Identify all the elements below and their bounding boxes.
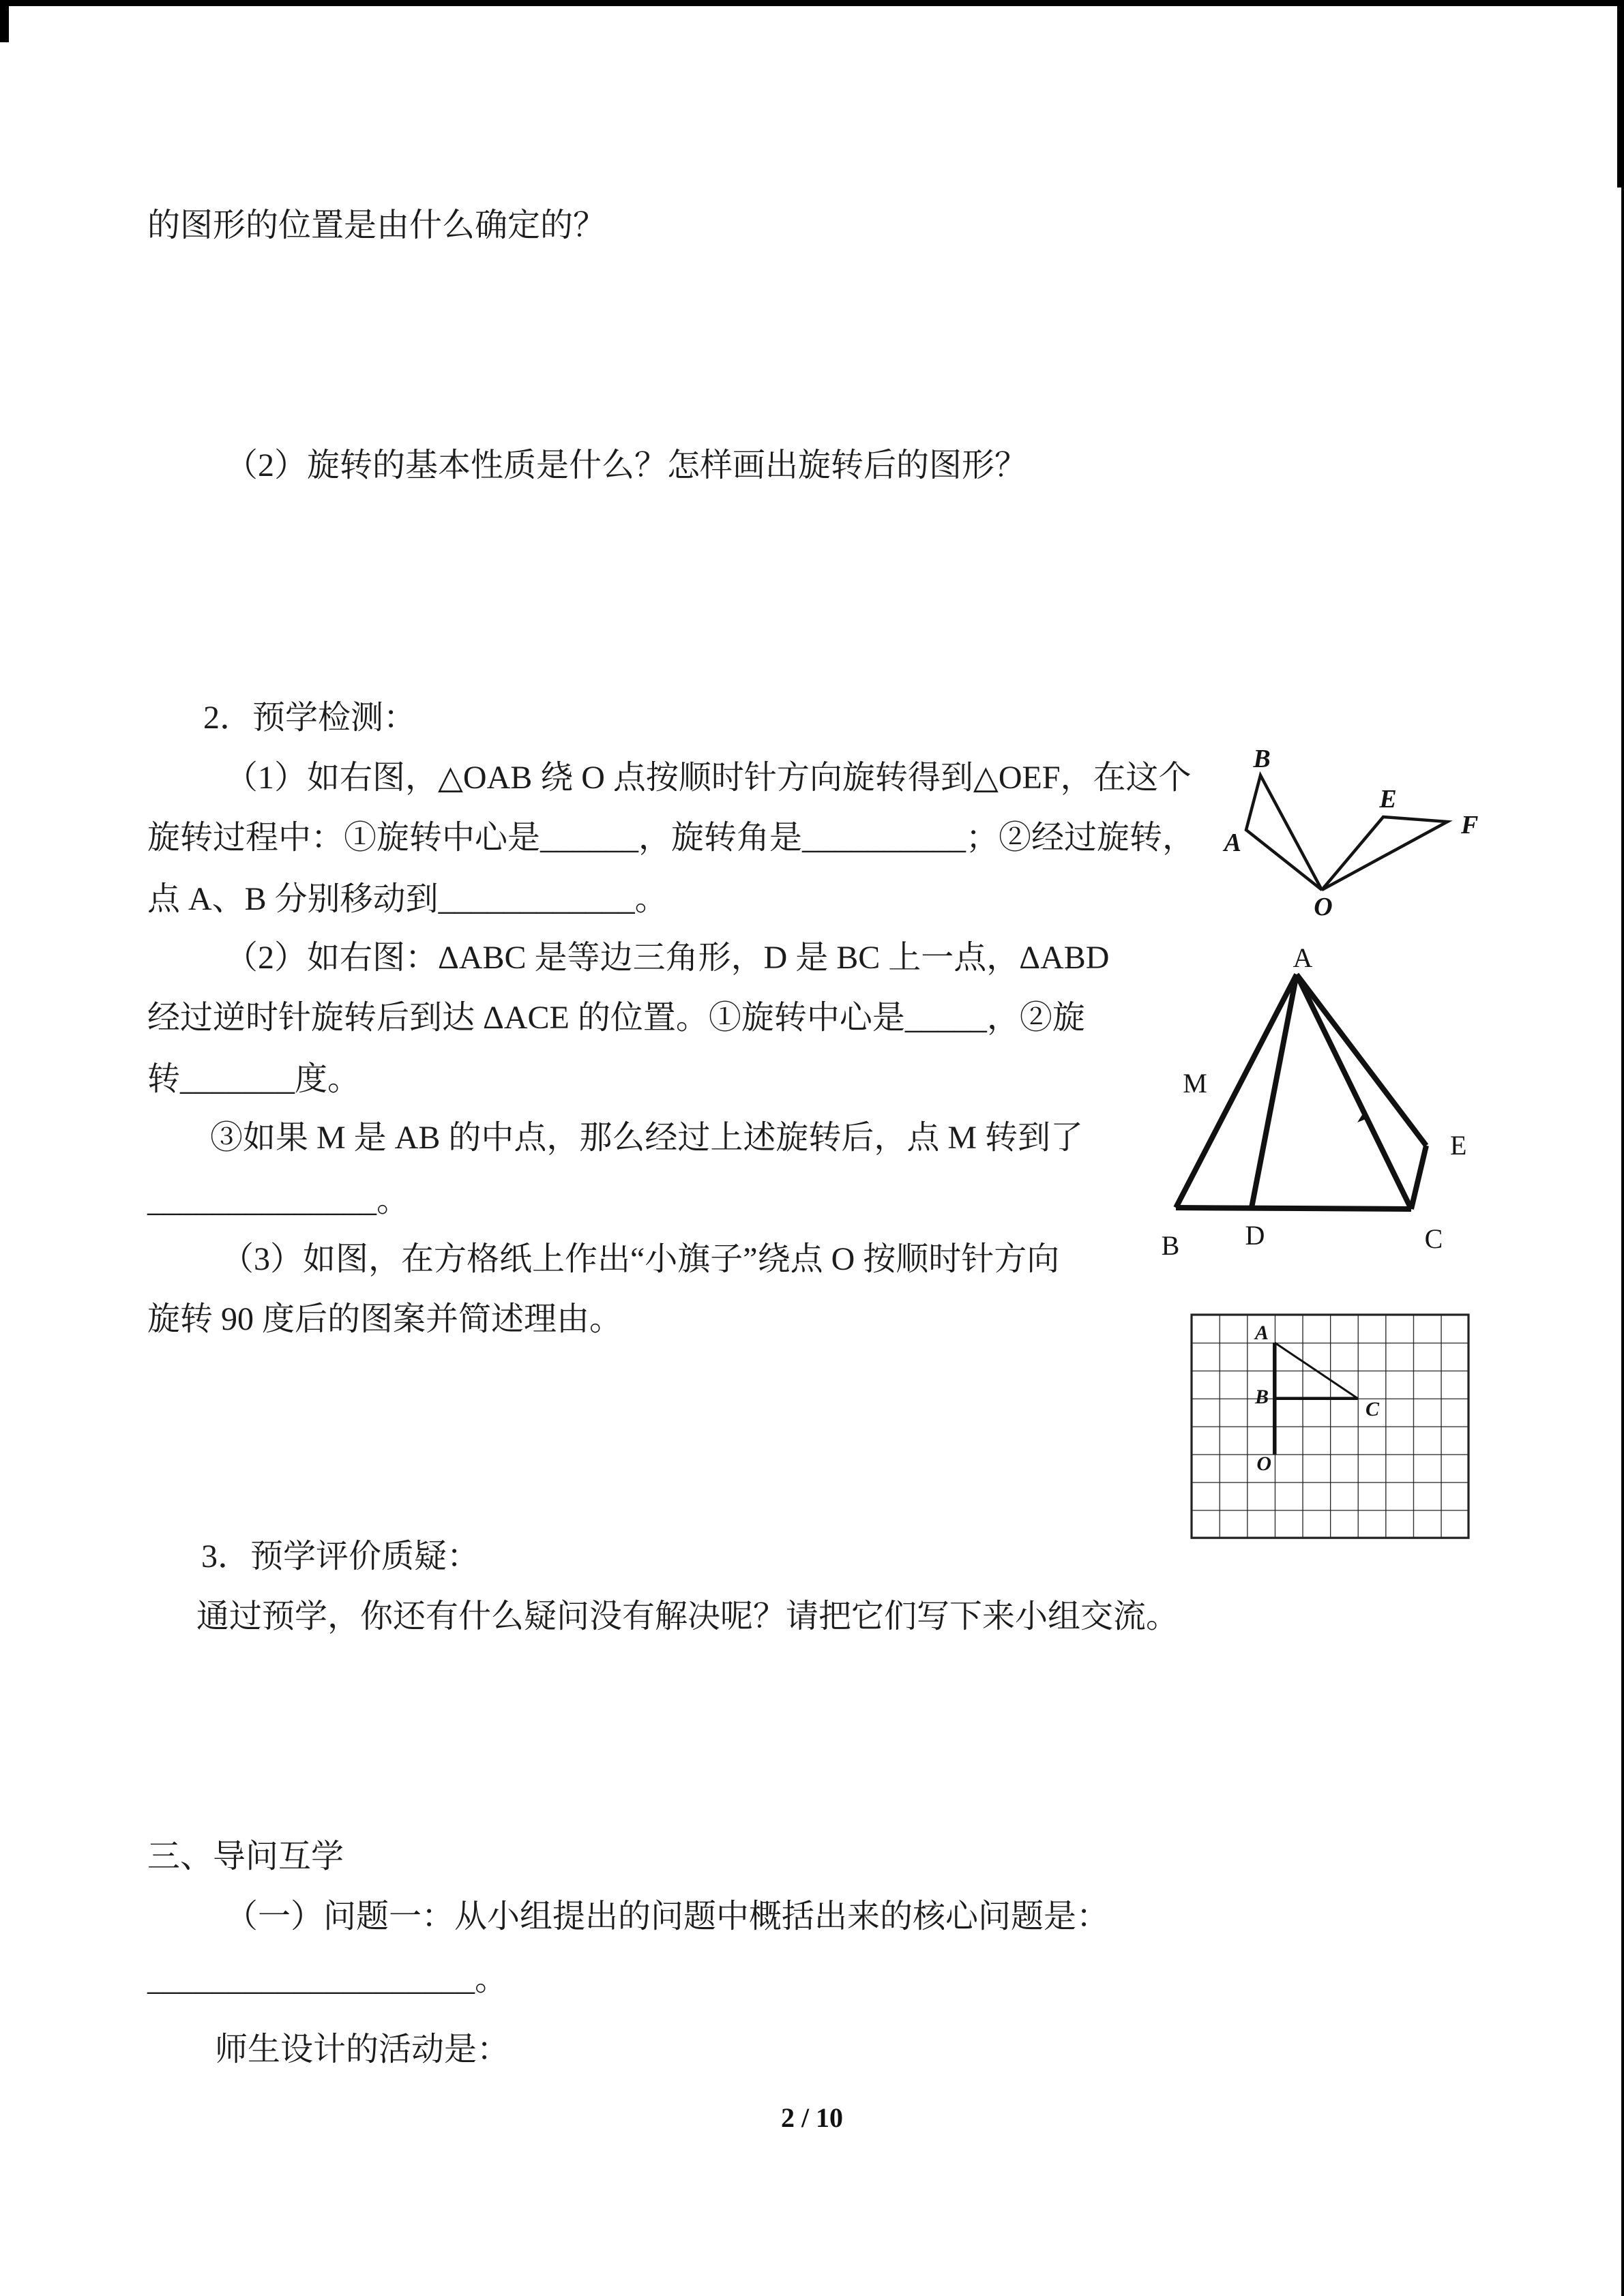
body-line-problem-one: （一）问题一：从小组提出的问题中概括出来的核心问题是： — [225, 1898, 1110, 1935]
vertex-label-a: A — [1224, 829, 1241, 857]
vertex-label-e: E — [1450, 1130, 1467, 1161]
vertex-label-b: B — [1253, 745, 1271, 773]
body-line-item1-part2: 旋转过程中：①旋转中心是______，旋转角是__________；②经过旋转， — [147, 820, 1196, 856]
vertex-label-e: E — [1379, 785, 1397, 814]
grid-square-paper — [1192, 1315, 1468, 1538]
triangle-oab-outline — [1246, 775, 1322, 890]
body-line-position-question: 的图形的位置是由什么确定的？ — [147, 207, 606, 243]
body-line-problem-one-blank: ____________________。 — [147, 1961, 508, 1997]
heading-section-three: 三、导问互学 — [147, 1838, 344, 1875]
heading-prestudy-check: 2．预学检测： — [203, 700, 417, 736]
vertex-label-f: F — [1461, 811, 1479, 839]
midpoint-label-m: M — [1183, 1068, 1207, 1099]
edge-bc — [1176, 1208, 1411, 1209]
body-line-activity-design: 师生设计的活动是： — [215, 2031, 510, 2068]
segment-ec — [1411, 1146, 1426, 1209]
body-line-item3-part2: 旋转 90 度后的图案并简述理由。 — [147, 1301, 623, 1337]
scan-artifact-right-line — [1621, 0, 1624, 2296]
body-line-item1-part3: 点 A、B 分别移动到____________。 — [147, 881, 668, 917]
edge-ca — [1297, 974, 1411, 1209]
figure-grid-flag — [1187, 1308, 1480, 1548]
body-line-item1-part1: （1）如右图，△OAB 绕 O 点按顺时针方向旋转得到△OEF，在这个 — [225, 760, 1192, 796]
body-line-item3-part1: （3）如图，在方格纸上作出“小旗子”绕点 O 按顺时针方向 — [221, 1241, 1060, 1277]
vertex-label-b: B — [1161, 1230, 1180, 1261]
point-label-a: A — [1254, 1322, 1269, 1344]
page-number: 2 / 10 — [780, 2102, 844, 2133]
vertex-label-c: C — [1424, 1223, 1443, 1254]
scan-artifact-right-top-line — [1617, 0, 1624, 188]
scan-artifact-left-mark — [0, 0, 9, 42]
body-line-item2-part3: 转_______度。 — [147, 1061, 361, 1097]
triangle-abc-edges — [1176, 974, 1426, 1209]
figure-triangle-oab-oef — [1207, 736, 1494, 938]
figure-triangle-abc-rotation — [1146, 940, 1487, 1267]
body-line-question-2: （2）旋转的基本性质是什么？怎样画出旋转后的图形？ — [225, 447, 1028, 483]
vertex-label-o: O — [1314, 893, 1333, 921]
body-line-item2-blank: ______________。 — [147, 1182, 410, 1219]
body-line-item2-part2: 经过逆时针旋转后到达 ΔACE 的位置。①旋转中心是_____，②旋 — [147, 1000, 1085, 1036]
scan-artifact-top-bar — [0, 0, 1624, 6]
body-line-prestudy-evaluation: 通过预学，你还有什么疑问没有解决呢？请把它们写下来小组交流。 — [196, 1598, 1179, 1635]
heading-prestudy-evaluation: 3．预学评价质疑： — [201, 1538, 480, 1575]
point-label-d: D — [1245, 1220, 1265, 1251]
body-line-item2-part1: （2）如右图：ΔABC 是等边三角形，D 是 BC 上一点，ΔABD — [225, 940, 1110, 976]
segment-ad — [1252, 974, 1297, 1208]
body-line-item2-part4: ③如果 M 是 AB 的中点，那么经过上述旋转后，点 M 转到了 — [210, 1120, 1084, 1156]
point-label-c: C — [1365, 1398, 1380, 1420]
point-label-b: B — [1254, 1386, 1269, 1408]
rotation-center-label-o: O — [1256, 1452, 1271, 1475]
vertex-label-a: A — [1293, 942, 1313, 973]
triangle-oef-outline — [1322, 817, 1447, 890]
